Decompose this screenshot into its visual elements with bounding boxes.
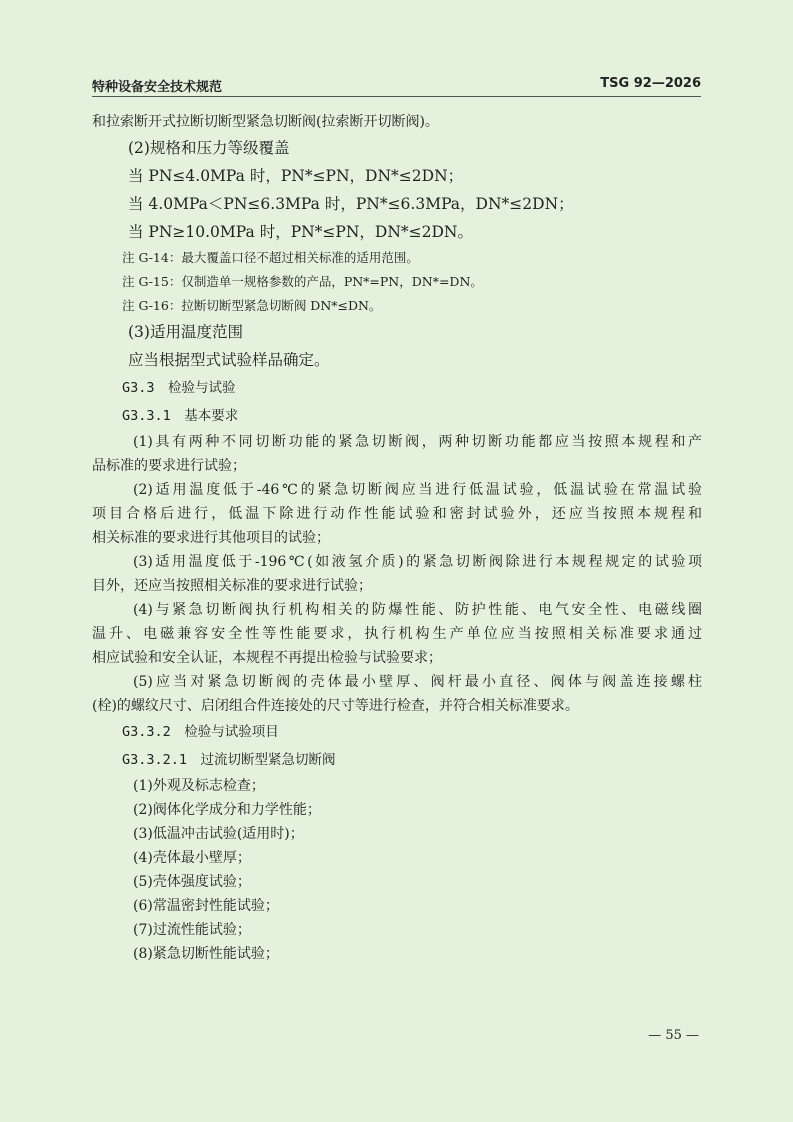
list-item: (5)壳体强度试验； xyxy=(133,874,251,890)
section-heading: G3.3 检验与试验 xyxy=(122,380,236,396)
note-line: 注 G-14：最大覆盖口径不超过相关标准的适用范围。 xyxy=(122,250,419,265)
paragraph-line: 品标准的要求进行试验； xyxy=(92,458,246,474)
list-item: (2)规格和压力等级覆盖 xyxy=(128,139,290,157)
paragraph-line: 和拉索断开式拉断切断型紧急切断阀(拉索断开切断阀)。 xyxy=(92,114,439,130)
paragraph-line: 相关标准的要求进行其他项目的试验； xyxy=(92,530,330,546)
subsection-heading: G3.3.1 基本要求 xyxy=(122,408,239,424)
paragraph-line: 温升、电磁兼容安全性等性能要求，执行机构生产单位应当按照相关标准要求通过 xyxy=(92,626,702,642)
note-line: 注 G-16：拉断切断型紧急切断阀 DN*≤DN。 xyxy=(122,298,382,313)
list-item: (6)常温密封性能试验； xyxy=(133,898,279,914)
note-line: 注 G-15：仅制造单一规格参数的产品，PN*=PN，DN*=DN。 xyxy=(122,274,483,289)
list-item: (4)壳体最小壁厚； xyxy=(133,850,251,866)
page-number: — 55 — xyxy=(648,1028,699,1043)
header-code: TSG 92—2026 xyxy=(600,76,701,91)
paragraph-line: (1)具有两种不同切断功能的紧急切断阀，两种切断功能都应当按照本规程和产 xyxy=(133,434,702,450)
formula-line: 当 PN≥10.0MPa 时，PN*≤PN，DN*≤2DN。 xyxy=(128,223,473,241)
formula-line: 当 4.0MPa＜PN≤6.3MPa 时，PN*≤6.3MPa，DN*≤2DN； xyxy=(128,195,574,213)
header-title: 特种设备安全技术规范 xyxy=(92,80,223,95)
list-item: (7)过流性能试验； xyxy=(133,922,251,938)
subsection-heading: G3.3.2 检验与试验项目 xyxy=(122,724,279,740)
list-item: (3)适用温度范围 xyxy=(128,323,243,341)
paragraph-line: 目外，还应当按照相关标准的要求进行试验； xyxy=(92,578,372,594)
paragraph-line: 应当根据型式试验样品确定。 xyxy=(128,351,330,369)
paragraph-line: 项目合格后进行，低温下除进行动作性能试验和密封试验外，还应当按照本规程和 xyxy=(92,506,702,522)
paragraph-line: 相应试验和安全认证，本规程不再提出检验与试验要求； xyxy=(92,650,442,666)
list-item: (2)阀体化学成分和力学性能； xyxy=(133,802,321,818)
paragraph-line: (2)适用温度低于-46℃的紧急切断阀应当进行低温试验，低温试验在常温试验 xyxy=(133,482,702,498)
formula-line: 当 PN≤4.0MPa 时，PN*≤PN，DN*≤2DN； xyxy=(128,167,464,185)
subsection-heading: G3.3.2.1 过流切断型紧急切断阀 xyxy=(122,752,336,768)
paragraph-line: (4)与紧急切断阀执行机构相关的防爆性能、防护性能、电气安全性、电磁线圈 xyxy=(133,602,702,618)
list-item: (8)紧急切断性能试验； xyxy=(133,946,279,962)
list-item: (1)外观及标志检查； xyxy=(133,778,265,794)
paragraph-line: (3)适用温度低于-196℃(如液氢介质)的紧急切断阀除进行本规程规定的试验项 xyxy=(133,554,702,570)
paragraph-line: (栓)的螺纹尺寸、启闭组合件连接处的尺寸等进行检查，并符合相关标准要求。 xyxy=(92,698,579,714)
running-header xyxy=(92,74,701,97)
paragraph-line: (5)应当对紧急切断阀的壳体最小壁厚、阀杆最小直径、阀体与阀盖连接螺柱 xyxy=(133,674,702,690)
body-text xyxy=(92,110,702,966)
list-item: (3)低温冲击试验(适用时)； xyxy=(133,826,304,842)
